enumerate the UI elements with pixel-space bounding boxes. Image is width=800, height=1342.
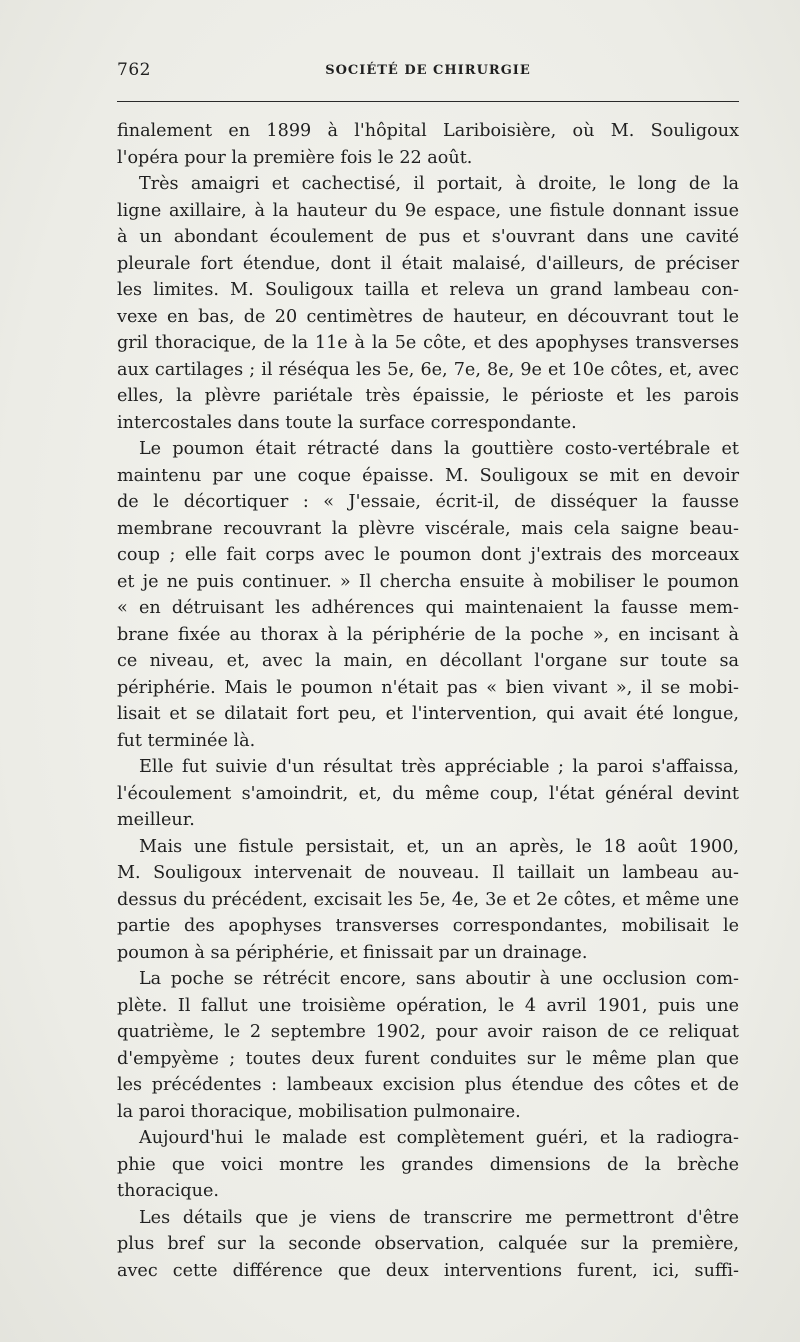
text-line: et je ne puis continuer. » Il chercha ensuite à mobiliser le poumon [117, 571, 739, 592]
text-line: les limites. M. Souligoux tailla et releva un grand lambeau con- [117, 280, 739, 300]
text-line: thoracique. [117, 1181, 219, 1201]
text-line: phie que voici montre les grandes dimensions de la brèche [117, 1154, 739, 1175]
text-line: intercostales dans toute la surface correspondante. [117, 412, 577, 433]
text-line: La poche se rétrécit encore, sans aboutir à une occlusion com- [139, 969, 739, 989]
text-line: la paroi thoracique, mobilisation pulmonaire. [117, 1101, 521, 1122]
text-line: « en détruisant les adhérences qui maintenaient la fausse mem- [117, 598, 739, 618]
text-line: à un abondant écoulement de pus et s'ouvrant dans une cavité [117, 227, 739, 247]
text-line: partie des apophyses transverses correspondantes, mobilisait le [117, 916, 739, 936]
text-line: l'écoulement s'amoindrit, et, du même coup, l'état général devint [117, 783, 739, 804]
text-line: Elle fut suivie d'un résultat très appréciable ; la paroi s'affaissa, [139, 757, 739, 777]
paragraph [117, 171, 739, 436]
text-line: ligne axillaire, à la hauteur du 9e espace, une fistule donnant issue [117, 200, 739, 221]
page-header [117, 58, 739, 88]
text-line: vexe en bas, de 20 centimètres de hauteur, en découvrant tout le [117, 306, 739, 327]
body-text [117, 118, 739, 1284]
text-line: dessus du précédent, excisait les 5e, 4e, 3e et 2e côtes, et même une [117, 889, 739, 910]
text-line: d'empyème ; toutes deux furent conduites sur le même plan que [117, 1048, 739, 1069]
paragraph [117, 436, 739, 754]
header-rule [117, 101, 739, 102]
text-line: brane fixée au thorax à la périphérie de la poche », en incisant à [117, 624, 739, 645]
text-line: M. Souligoux intervenait de nouveau. Il taillait un lambeau au- [117, 863, 739, 883]
paragraph [117, 1205, 739, 1285]
paragraph [117, 118, 739, 171]
paragraph [117, 754, 739, 834]
text-line: périphérie. Mais le poumon n'était pas « bien vivant », il se mobi- [117, 677, 739, 698]
text-line: meilleur. [117, 810, 195, 830]
text-line: lisait et se dilatait fort peu, et l'intervention, qui avait été longue, [117, 704, 739, 724]
text-line: membrane recouvrant la plèvre viscérale, mais cela saigne beau- [117, 518, 739, 539]
paragraph [117, 834, 739, 967]
running-title: SOCIÉTÉ DE CHIRURGIE [325, 63, 531, 78]
text-line: Très amaigri et cachectisé, il portait, à droite, le long de la [139, 174, 739, 194]
text-line: quatrième, le 2 septembre 1902, pour avoir raison de ce reliquat [117, 1022, 739, 1042]
text-line: les précédentes : lambeaux excision plus étendue des côtes et de [117, 1075, 739, 1095]
text-line: avec cette différence que deux interventions furent, ici, suffi- [117, 1260, 739, 1281]
text-line: de le décortiquer : « J'essaie, écrit-il, de disséquer la fausse [117, 492, 739, 512]
text-line: maintenu par une coque épaisse. M. Souligoux se mit en devoir [117, 465, 739, 486]
text-line: ce niveau, et, avec la main, en décollant l'organe sur toute sa [117, 651, 739, 671]
text-line: plète. Il fallut une troisième opération, le 4 avril 1901, puis une [117, 995, 739, 1016]
text-line: Le poumon était rétracté dans la gouttière costo-vertébrale et [139, 439, 739, 459]
text-line: l'opéra pour la première fois le 22 août. [117, 147, 473, 168]
text-line: aux cartilages ; il réséqua les 5e, 6e, 7e, 8e, 9e et 10e côtes, et, avec [117, 359, 739, 380]
text-line: plus bref sur la seconde observation, calquée sur la première, [117, 1234, 739, 1254]
text-line: finalement en 1899 à l'hôpital Lariboisière, où M. Souligoux [117, 121, 739, 141]
text-line: Les détails que je viens de transcrire me permettront d'être [139, 1207, 739, 1228]
text-line: Mais une fistule persistait, et, un an après, le 18 août 1900, [139, 836, 739, 857]
text-line: coup ; elle fait corps avec le poumon dont j'extrais des morceaux [117, 545, 739, 565]
paragraph [117, 966, 739, 1125]
text-line: poumon à sa périphérie, et finissait par un drainage. [117, 942, 588, 963]
text-line: pleurale fort étendue, dont il était malaisé, d'ailleurs, de préciser [117, 253, 739, 274]
text-line: Aujourd'hui le malade est complètement guéri, et la radiogra- [139, 1128, 739, 1148]
text-line: fut terminée là. [117, 730, 256, 751]
text-line: elles, la plèvre pariétale très épaissie, le périoste et les parois [117, 386, 739, 406]
page-number: 762 [117, 60, 151, 80]
text-line: gril thoracique, de la 11e à la 5e côte, et des apophyses transverses [117, 333, 739, 353]
paragraph [117, 1125, 739, 1205]
